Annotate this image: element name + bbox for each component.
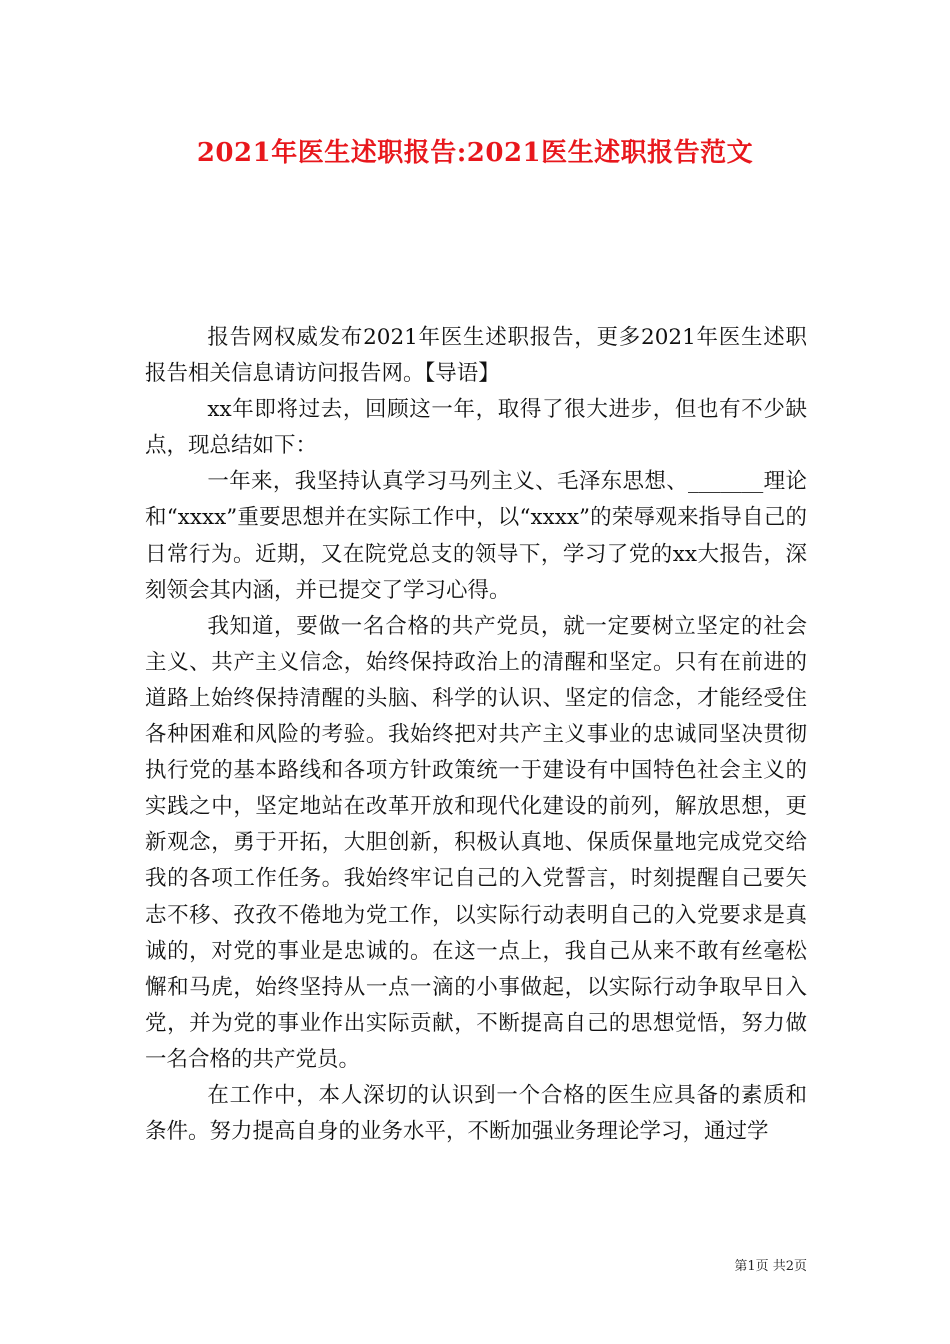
paragraph-study: 一年来，我坚持认真学习马列主义、毛泽东思想、_______理论和“xxxx”重要思想并在实际工作中，以“xxxx”的荣辱观来指导自己的日常行为。近期，又在院党总支的领导下，学习了党的xx大报告，深刻领会其内涵，并已提交了学习心得。 (145, 469, 807, 603)
paragraph-summary: xx年即将过去，回顾这一年，取得了很大进步，但也有不少缺点，现总结如下： (145, 397, 807, 459)
paragraph-belief: 我知道，要做一名合格的共产党员，就一定要树立坚定的社会主义、共产主义信念，始终保持政治上的清醒和坚定。只有在前进的道路上始终保持清醒的头脑、科学的认识、坚定的信念，才能经受住各种困难和风险的考验。我始终把对共产主义事业的忠诚同坚决贯彻执行党的基本路线和各项方针政策统一于建设有中国特色社会主义的实践之中，坚定地站在改革开放和现代化建设的前列，解放思想，更新观念，勇于开拓，大胆创新，积极认真地、保质保量地完成党交给我的各项工作任务。我始终牢记自己的入党誓言，时刻提醒自己要矢志不移、孜孜不倦地为党工作，以实际行动表明自己的入党要求是真诚的，对党的事业是忠诚的。在这一点上，我自己从来不敢有丝毫松懈和马虎，始终坚持从一点一滴的小事做起，以实际行动争取早日入党，并为党的事业作出实际贡献，不断提高自己的思想觉悟，努力做一名合格的共产党员。 (145, 613, 807, 1072)
paragraph-intro: 报告网权威发布2021年医生述职报告，更多2021年医生述职报告相关信息请访问报告网。【导语】 (145, 325, 807, 387)
page-number: 第1页 共2页 (734, 1259, 807, 1274)
document-body (145, 320, 807, 1150)
paragraph-work: 在工作中，本人深切的认识到一个合格的医生应具备的素质和条件。努力提高自身的业务水平，不断加强业务理论学习，通过学 (145, 1082, 807, 1145)
document-title: 2021年医生述职报告:2021医生述职报告范文 (196, 138, 754, 168)
